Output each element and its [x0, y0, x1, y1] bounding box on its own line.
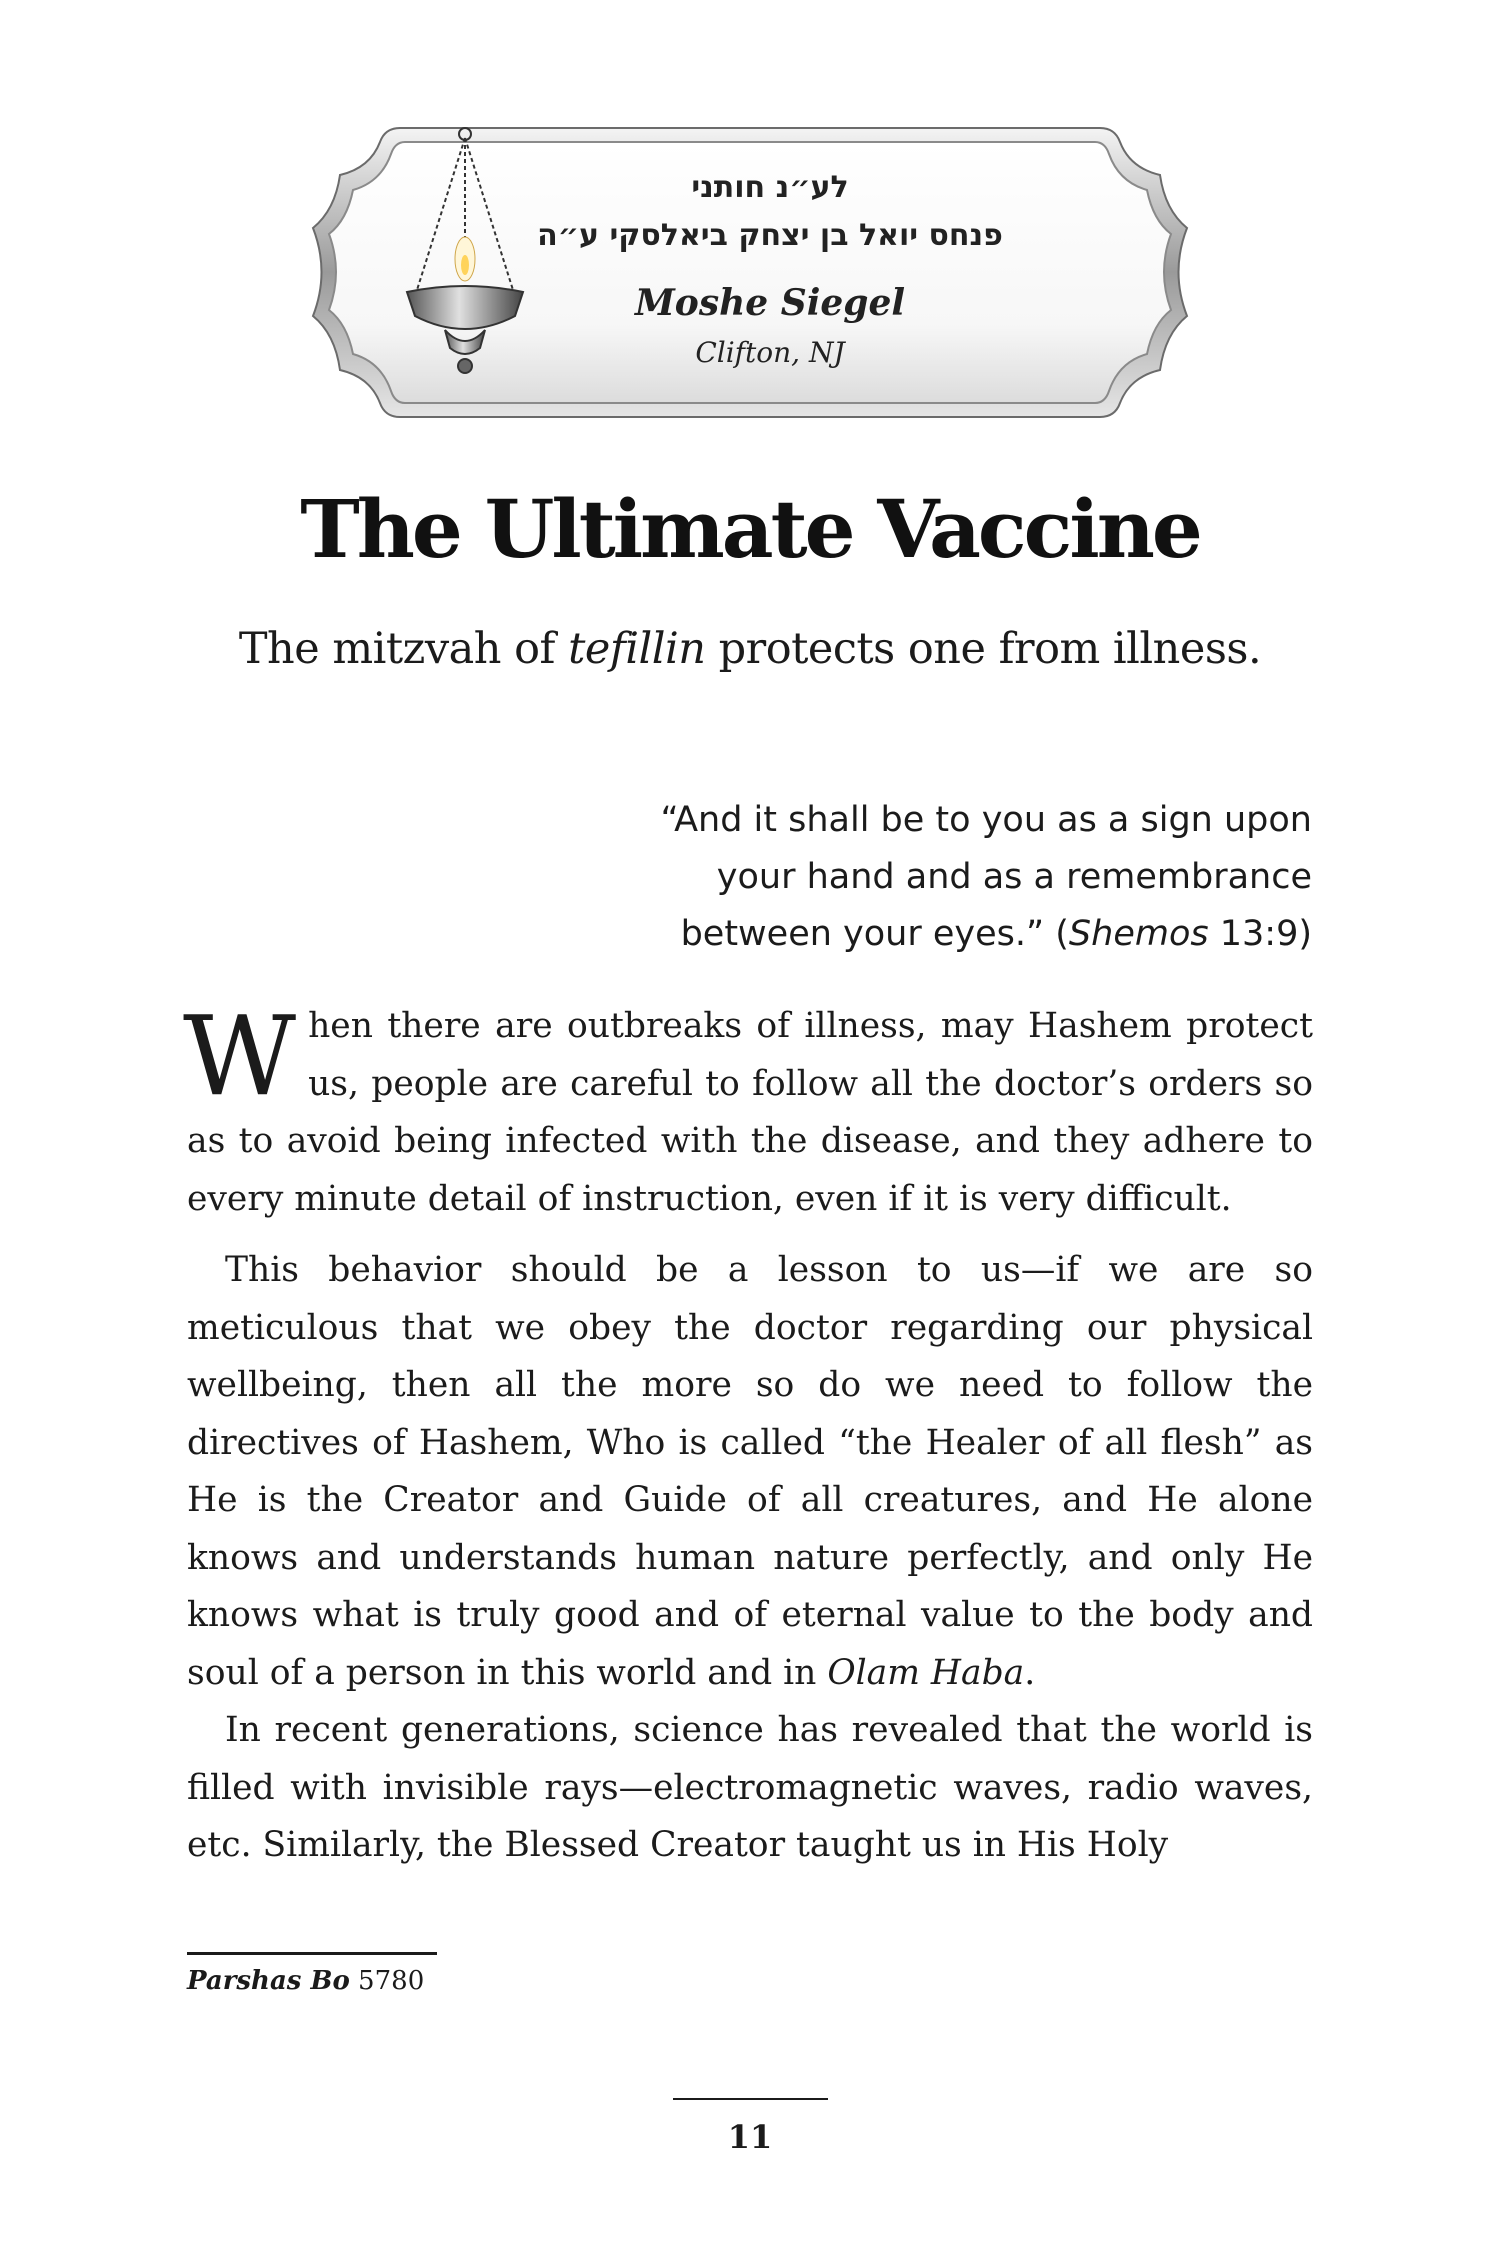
- chapter-subtitle: [0, 624, 1500, 674]
- page-number-divider: [673, 2098, 828, 2100]
- paragraph-text: In recent generations, science has revealed that the world is filled with invisible rays—electromagnetic waves, radio waves, etc. Similarly, the Blessed Creator taught us in His Holy: [187, 1710, 1313, 1865]
- subtitle-italic: tefillin: [568, 624, 706, 674]
- body-paragraph-2: [187, 1242, 1313, 1702]
- dedication-name: Moshe Siegel: [634, 282, 906, 324]
- footnote: [187, 1966, 424, 1996]
- dedication-plaque: [305, 120, 1195, 425]
- dedication-hebrew-line1: לע״נ חותני: [691, 170, 849, 205]
- paragraph-end: .: [1024, 1652, 1036, 1693]
- footnote-parsha: Parshas Bo: [187, 1966, 350, 1996]
- dedication-hebrew-line2: פנחס יואל בן יצחק ביאלסקי ע״ה: [537, 218, 1003, 253]
- page-number: 11: [727, 2118, 773, 2156]
- epigraph-line: [552, 906, 1312, 963]
- paragraph-text: This behavior should be a lesson to us—if we are so meticulous that we obey the doctor regarding our physical wellbeing, then all the more so do we need to follow the directives of Hashem, Who is called “the Healer of all flesh” as He is the Creator and Guide of all creatures, and He alone knows and understands human nature perfectly, and only He knows what is truly good and of eternal value to the body and soul of a person in this world and in: [187, 1250, 1313, 1693]
- epigraph-line3-text: between your eyes.” (: [680, 914, 1069, 954]
- epigraph-line: your hand and as a remembrance: [716, 857, 1312, 897]
- epigraph-source-book: Shemos: [1068, 914, 1209, 954]
- epigraph-quote: [552, 792, 1312, 963]
- body-paragraph-1: [183, 992, 1313, 1228]
- subtitle-text-after: protects one from illness.: [705, 624, 1262, 674]
- paragraph-text: hen there are outbreaks of illness, may Hashem protect us, people are careful to follow all the doctor’s orders so as to avoid being infected with the disease, and they adhere to every minute detail of instruction, even if it is very difficult.: [187, 1006, 1313, 1219]
- drop-cap: W: [183, 992, 297, 1120]
- chapter-title: The Ultimate Vaccine: [300, 482, 1200, 576]
- paragraph-italic: Olam Haba: [827, 1652, 1025, 1693]
- body-paragraph-3: [187, 1702, 1313, 1875]
- epigraph-source-verse: 13:9): [1208, 914, 1312, 954]
- footnote-year: 5780: [349, 1966, 425, 1996]
- epigraph-line: “And it shall be to you as a sign upon: [660, 800, 1312, 840]
- subtitle-text-before: The mitzvah of: [238, 624, 569, 674]
- footnote-divider: [187, 1952, 437, 1955]
- dedication-place: Clifton, NJ: [695, 336, 845, 369]
